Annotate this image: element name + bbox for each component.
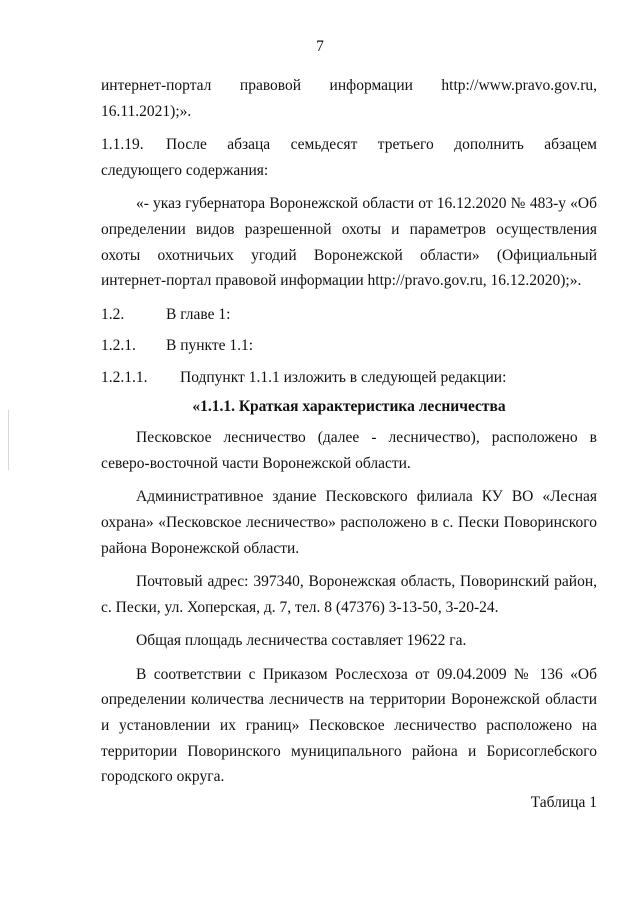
paragraph-admin-building: Административное здание Песковского филиала КУ ВО «Лесная охрана» «Песковское лесничество» расположено в с. Пески Поворинского района Воронежской области. [101,488,597,557]
item-1-2-1 [101,333,597,359]
item-number: 1.2.1. [101,337,136,355]
item-number: 1.2.1.1. [101,368,148,386]
item-text: В пункте 1.1: [166,337,254,355]
paragraph-total-area: Общая площадь лесничества составляет 19622 га. [136,632,467,650]
page-number: 7 [316,38,324,55]
item-1-1-19 [101,132,597,158]
paragraph-rosleskhoz-order: В соответствии с Приказом Рослесхоза от 09.04.2009 № 136 «Об определении количества лесничеств на территории Воронежской области и установлении их границ» Песковское лесничество расположено на территории Поворинского муниципального района и Борисоглебского городского округа. [101,665,597,786]
document-body [101,73,597,815]
section-title: «1.1.1. Краткая характеристика лесничества [192,397,506,415]
item-text: После абзаца семьдесят третьего дополнить абзацем [166,136,597,154]
item-1-2 [101,302,597,328]
item-text: Подпункт 1.1.1 изложить в следующей редакции: [180,368,507,386]
paragraph-continuation-line2: 16.11.2021);». [101,102,192,120]
item-1-2-1-1 [101,365,597,391]
item-number: 1.2. [101,305,125,323]
table-label: Таблица 1 [530,793,597,811]
item-1-1-19-continuation: следующего содержания: [101,161,269,179]
scan-artifact [8,410,9,470]
paragraph-forestry-location: Песковское лесничество (далее - лесничество), расположено в северо-восточной части Воронежской области. [101,429,597,472]
item-text: В главе 1: [166,305,231,323]
paragraph-continuation-line1: интернет-портал правовой информации http://www.pravo.gov.ru, [101,77,597,94]
quoted-decree-paragraph: «- указ губернатора Воронежской области от 16.12.2020 № 483-у «Об определении видов разрешенной охоты и параметров осуществления охоты охотничьих угодий Воронежской области» (Официальный интернет-портал правовой информации http://pravo.gov.ru, 16.12.2020);». [101,195,597,290]
item-number: 1.1.19. [101,136,144,154]
paragraph-postal-address: Почтовый адрес: 397340, Воронежская область, Поворинский район, с. Пески, ул. Хоперская, д. 7, тел. 8 (47376) 3-13-50, 3-20-24. [101,573,597,616]
